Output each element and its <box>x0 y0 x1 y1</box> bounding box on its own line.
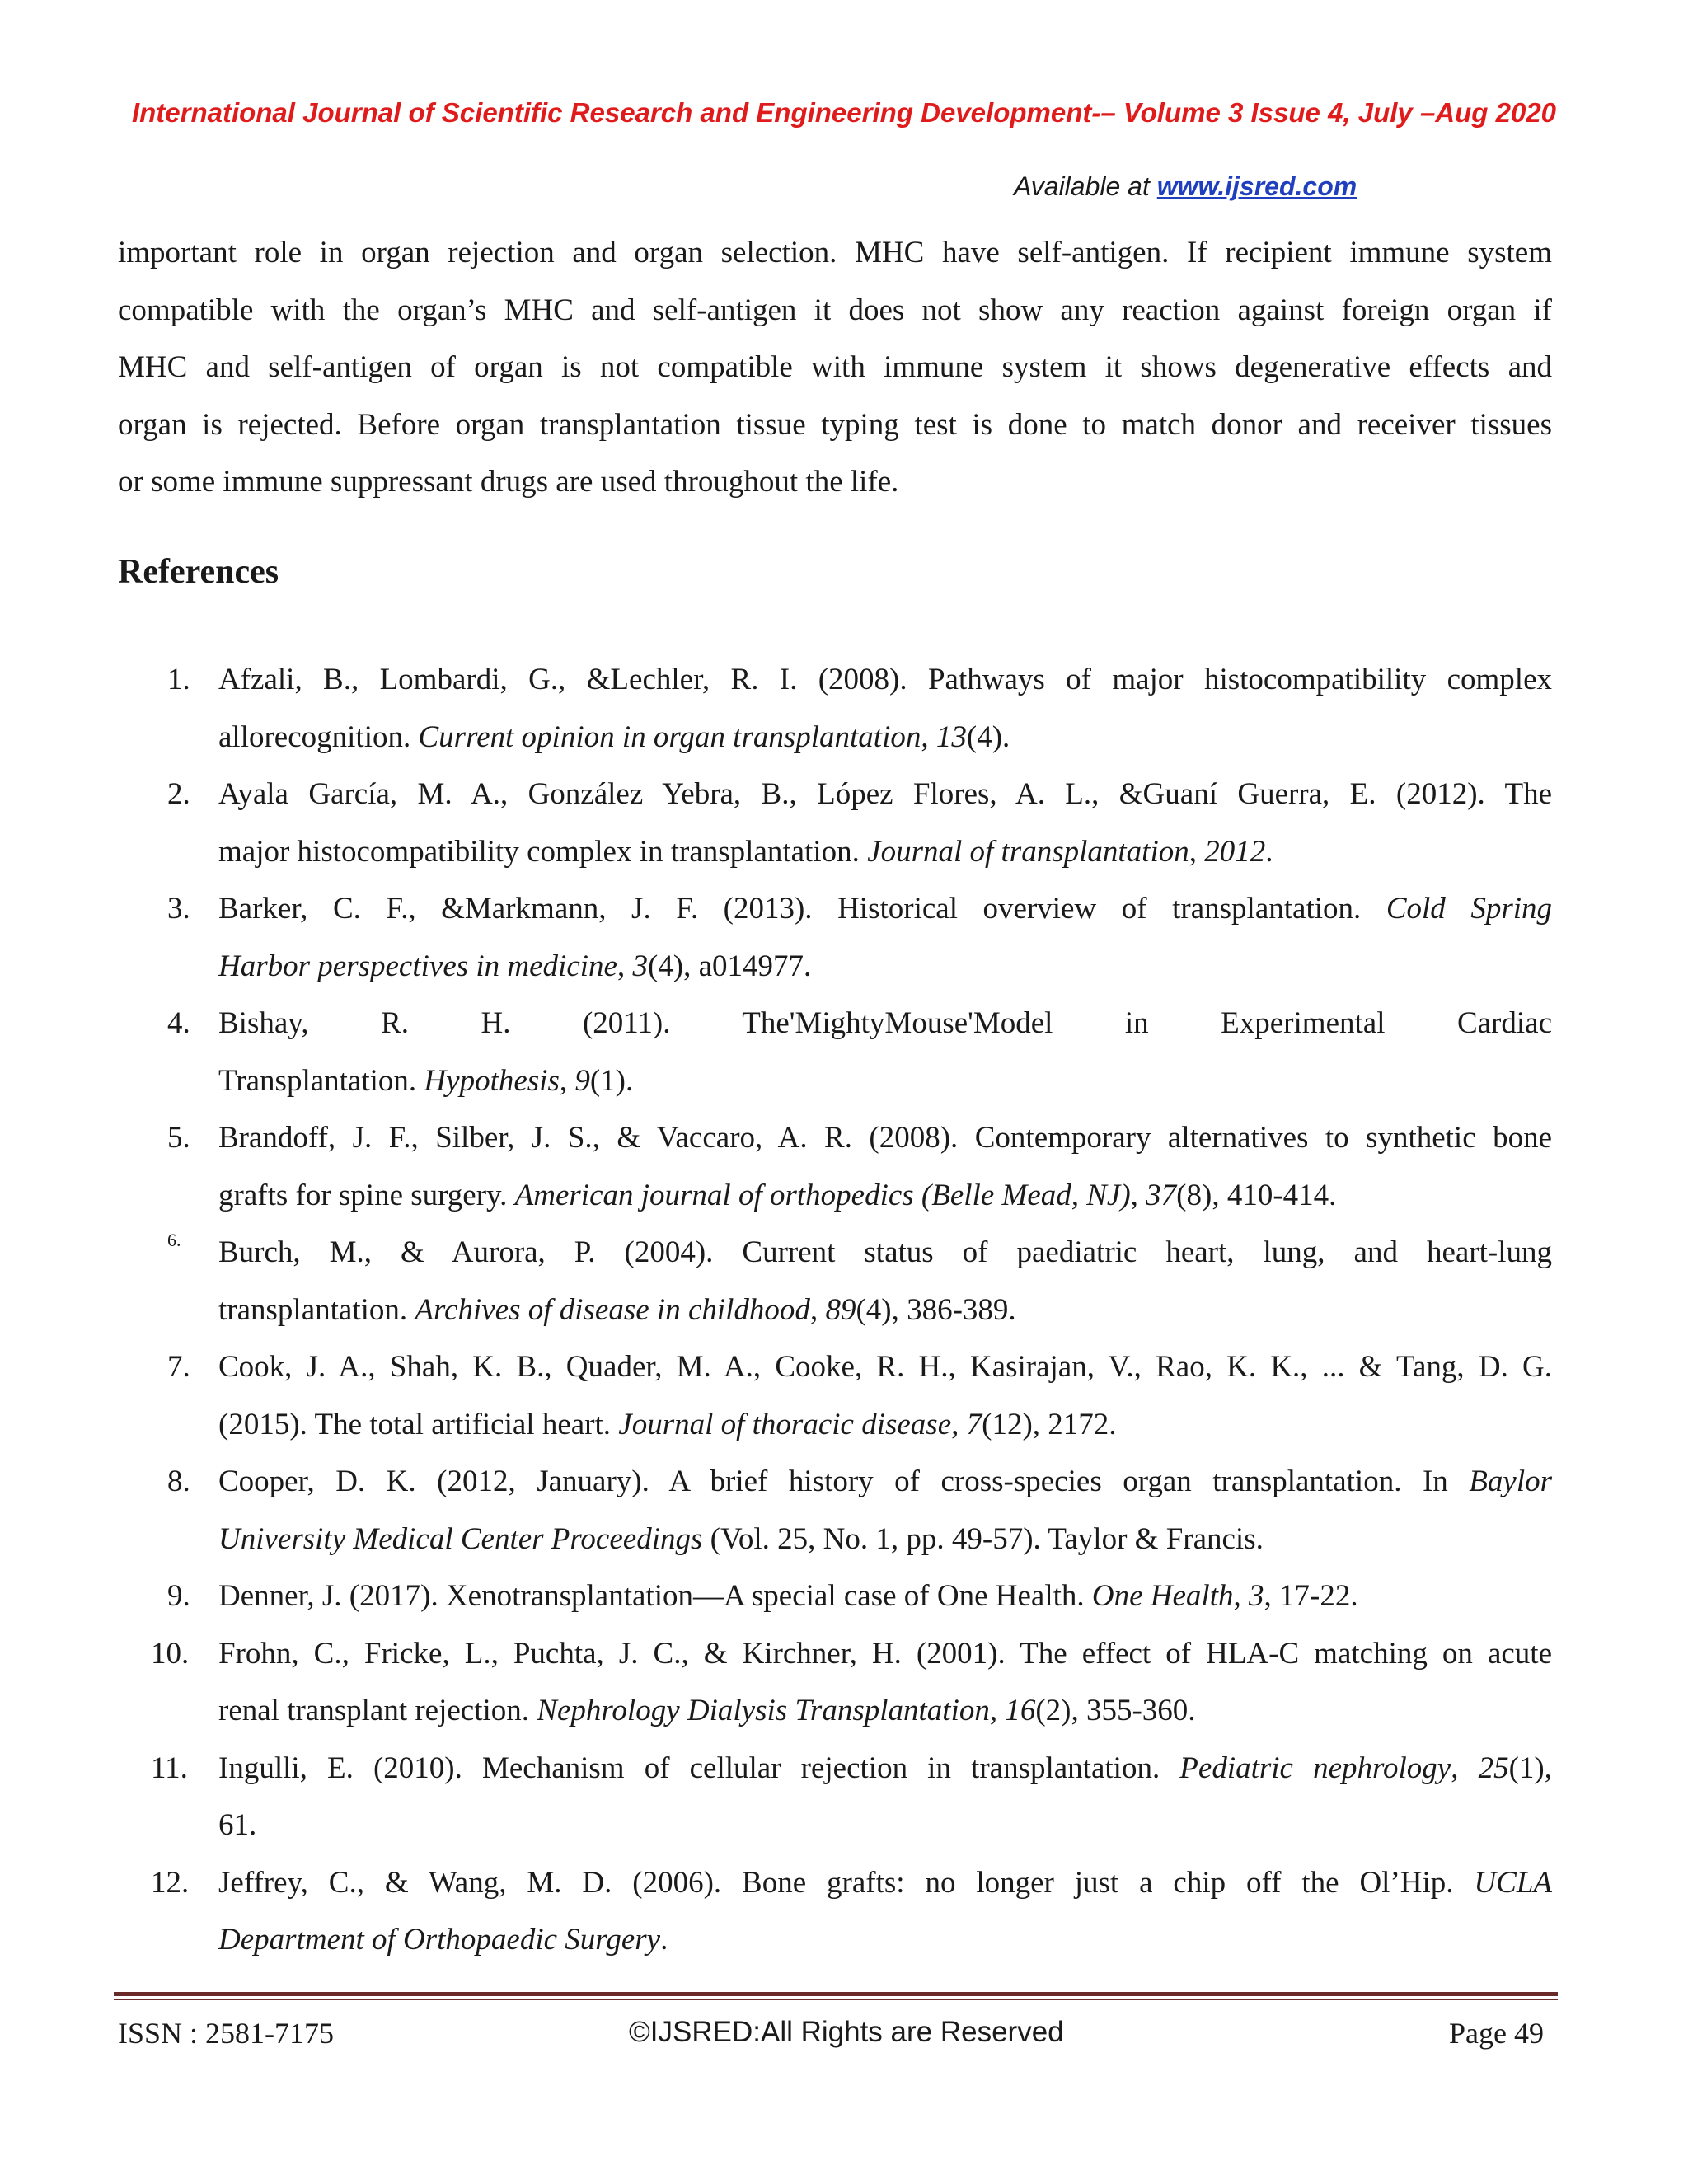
reference-number: 7. <box>167 1350 190 1384</box>
reference-line: Frohn, C., Fricke, L., Puchta, J. C., & Kirchner, H. (2001). The effect of HLA-C matching on acute <box>218 1636 1552 1671</box>
body-line: MHC and self-antigen of organ is not compatible with immune system it shows degenerative effects and <box>118 350 1552 384</box>
reference-number: 8. <box>167 1465 190 1498</box>
reference-line: renal transplant rejection. Nephrology Dialysis Transplantation, 16(2), 355-360. <box>218 1694 1196 1727</box>
journal-header: International Journal of Scientific Research and Engineering Development-– Volume 3 Issue 4, July –Aug 2020 <box>131 97 1557 128</box>
reference-number: 9. <box>167 1579 190 1613</box>
reference-line: Denner, J. (2017). Xenotransplantation—A special case of One Health. One Health, 3, 17-22. <box>218 1579 1358 1613</box>
body-line: compatible with the organ’s MHC and self-antigen it does not show any reaction against foreign organ if <box>118 293 1552 327</box>
reference-number: 11. <box>151 1750 188 1785</box>
body-line: important role in organ rejection and organ selection. MHC have self-antigen. If recipient immune system <box>118 236 1552 269</box>
footer-page-number: Page 49 <box>1449 2017 1544 2050</box>
available-prefix: Available at <box>1014 171 1157 201</box>
reference-line: major histocompatibility complex in transplantation. Journal of transplantation, 2012. <box>218 834 1273 869</box>
reference-item <box>118 651 1552 766</box>
reference-item <box>118 1568 1552 1625</box>
reference-line: Department of Orthopaedic Surgery. <box>218 1923 668 1957</box>
footer-rule <box>114 1992 1558 1996</box>
reference-number: 1. <box>167 663 190 696</box>
reference-list <box>118 651 1552 1969</box>
reference-line: Burch, M., & Aurora, P. (2004). Current status of paediatric heart, lung, and heart-lung <box>218 1235 1552 1269</box>
reference-item <box>118 1453 1552 1568</box>
journal-website-link[interactable]: www.ijsred.com <box>1156 171 1357 201</box>
reference-item <box>118 1224 1552 1338</box>
body-line: or some immune suppressant drugs are used throughout the life. <box>118 465 899 499</box>
reference-line: allorecognition. Current opinion in organ transplantation, 13(4). <box>218 719 1010 754</box>
reference-line: Transplantation. Hypothesis, 9(1). <box>218 1063 634 1098</box>
reference-line: Bishay, R. H. (2011). The'MightyMouse'Model in Experimental Cardiac <box>218 1006 1552 1040</box>
body-line: organ is rejected. Before organ transplantation tissue typing test is done to match donor and receiver tissues <box>118 407 1552 442</box>
reference-number: 3. <box>167 892 190 926</box>
reference-number: 5. <box>167 1121 190 1155</box>
reference-line: University Medical Center Proceedings (Vol. 25, No. 1, pp. 49-57). Taylor & Francis. <box>218 1521 1264 1556</box>
references-heading: References <box>118 553 279 591</box>
reference-line: 61. <box>218 1808 257 1842</box>
reference-number: 6. <box>167 1230 181 1250</box>
reference-line: Brandoff, J. F., Silber, J. S., & Vaccaro, A. R. (2008). Contemporary alternatives to synthetic bone <box>218 1121 1552 1155</box>
reference-item <box>118 766 1552 880</box>
available-at <box>1014 171 1357 202</box>
reference-line: Cooper, D. K. (2012, January). A brief history of cross-species organ transplantation. In Baylor <box>218 1465 1552 1498</box>
reference-line: transplantation. Archives of disease in childhood, 89(4), 386-389. <box>218 1292 1016 1327</box>
reference-line: Jeffrey, C., & Wang, M. D. (2006). Bone grafts: no longer just a chip off the Ol’Hip. UCLA <box>218 1865 1552 1900</box>
reference-line: (2015). The total artificial heart. Journal of thoracic disease, 7(12), 2172. <box>218 1407 1117 1441</box>
reference-number: 10. <box>151 1636 190 1671</box>
body-paragraph <box>118 224 1552 511</box>
footer-rule-thin <box>114 1999 1558 2000</box>
reference-item <box>118 995 1552 1109</box>
reference-item <box>118 1854 1552 1969</box>
reference-line: Cook, J. A., Shah, K. B., Quader, M. A., Cooke, R. H., Kasirajan, V., Rao, K. K., ... & Tang, D. G. <box>218 1350 1552 1384</box>
reference-item <box>118 1109 1552 1224</box>
reference-item <box>118 1740 1552 1854</box>
footer-issn: ISSN : 2581-7175 <box>118 2017 335 2050</box>
reference-item <box>118 1338 1552 1453</box>
reference-line: Ingulli, E. (2010). Mechanism of cellular rejection in transplantation. Pediatric nephrology, 25(1), <box>218 1750 1552 1785</box>
reference-number: 4. <box>167 1006 190 1040</box>
footer-rights: ©IJSRED:All Rights are Reserved <box>629 2016 1064 2048</box>
reference-line: Ayala García, M. A., González Yebra, B., López Flores, A. L., &Guaní Guerra, E. (2012). The <box>218 777 1552 811</box>
reference-line: Barker, C. F., &Markmann, J. F. (2013). Historical overview of transplantation. Cold Spring <box>218 892 1552 926</box>
reference-item <box>118 880 1552 995</box>
reference-item <box>118 1625 1552 1740</box>
reference-line: Afzali, B., Lombardi, G., &Lechler, R. I. (2008). Pathways of major histocompatibility complex <box>218 663 1552 696</box>
reference-line: Harbor perspectives in medicine, 3(4), a014977. <box>218 949 812 983</box>
reference-line: grafts for spine surgery. American journal of orthopedics (Belle Mead, NJ), 37(8), 410-414. <box>218 1178 1337 1212</box>
reference-number: 2. <box>167 777 190 811</box>
reference-number: 12. <box>151 1865 190 1900</box>
